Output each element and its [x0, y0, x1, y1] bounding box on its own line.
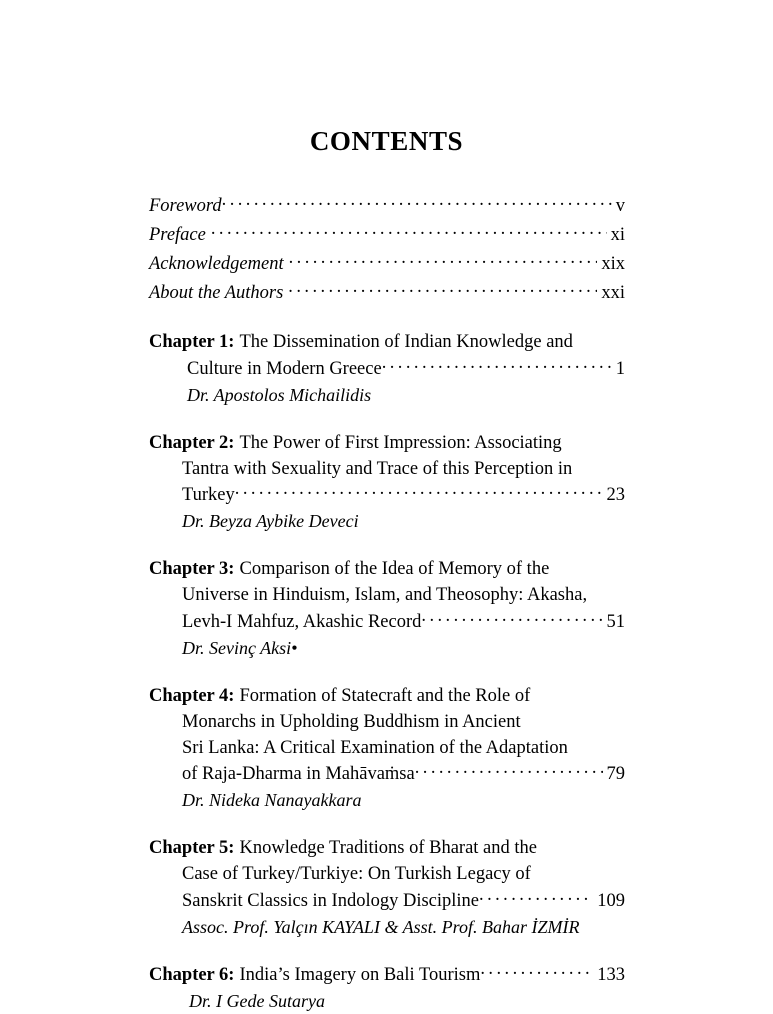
dot-leader — [480, 962, 593, 981]
chapter-title-text: Sanskrit Classics in Indology Discipline — [182, 888, 479, 914]
page-title: CONTENTS — [0, 128, 773, 155]
chapter-title-last-line — [149, 761, 625, 788]
entry-label: Acknowledgement — [149, 250, 284, 279]
entry-label: Foreword — [149, 192, 222, 221]
chapter-title-text: Comparison of the Idea of Memory of the — [239, 556, 549, 582]
chapter-title-first-line — [149, 430, 625, 456]
dot-leader — [421, 608, 602, 627]
chapter-title-last-line — [149, 887, 625, 914]
dot-leader — [415, 761, 603, 780]
chapter-title-last-line — [149, 355, 625, 382]
chapter-title-text: Universe in Hinduism, Islam, and Theosophy: Akasha, — [182, 582, 587, 608]
dot-leader — [382, 355, 612, 374]
chapter-title-first-line — [149, 329, 625, 355]
chapter-title-first-line — [149, 835, 625, 861]
toc-entry-acknowledgement[interactable] — [149, 250, 625, 279]
chapter-author: Dr. I Gede Sutarya — [149, 988, 625, 1014]
chapter-title-text: Formation of Statecraft and the Role of — [239, 683, 530, 709]
chapter-title-line-2 — [149, 456, 625, 482]
toc-entry-chapter-1[interactable] — [149, 329, 625, 408]
chapter-title-line-2 — [149, 709, 625, 735]
entry-page-number: 1 — [612, 356, 625, 382]
chapter-title-line-3 — [149, 735, 625, 761]
chapter-title-text: Culture in Modern Greece — [187, 356, 382, 382]
chapter-title-last-line — [149, 482, 625, 509]
chapter-label: Chapter 4: — [149, 683, 234, 709]
dot-leader — [222, 193, 612, 212]
entry-page-number: xi — [607, 221, 625, 250]
chapter-label: Chapter 6: — [149, 962, 234, 988]
chapter-title-text: India’s Imagery on Bali Tourism — [239, 962, 480, 988]
chapter-title-text: Knowledge Traditions of Bharat and the — [239, 835, 537, 861]
entry-label: About the Authors — [149, 279, 283, 308]
toc-entry-chapter-4[interactable] — [149, 683, 625, 814]
chapter-title-text: The Power of First Impression: Associating — [239, 430, 561, 456]
chapter-author: Dr. Sevinç Aksi• — [149, 635, 625, 661]
entry-page-number: 79 — [603, 761, 626, 787]
chapter-author: Dr. Nideka Nanayakkara — [149, 787, 625, 813]
chapter-title-last-line — [149, 608, 625, 635]
entry-page-number: v — [612, 192, 625, 221]
chapter-label: Chapter 1: — [149, 329, 234, 355]
toc-entry-chapter-5[interactable] — [149, 835, 625, 940]
toc-entry-chapter-6[interactable] — [149, 962, 625, 1014]
chapter-title-text: of Raja-Dharma in Mahāvaṁsa — [182, 761, 415, 787]
entry-page-number: 133 — [593, 962, 625, 988]
chapter-title-last-line — [149, 962, 625, 989]
chapter-title-text: Turkey — [182, 482, 235, 508]
chapter-title-line-2 — [149, 861, 625, 887]
dot-leader — [235, 482, 603, 501]
toc-entry-preface[interactable] — [149, 221, 625, 250]
entry-page-number: 109 — [593, 888, 625, 914]
entry-label: Preface — [149, 221, 206, 250]
entry-page-number: xxi — [597, 279, 625, 308]
toc-entry-chapter-3[interactable] — [149, 556, 625, 661]
chapter-title-first-line — [149, 683, 625, 709]
dot-leader — [288, 280, 597, 299]
chapter-title-first-line — [149, 556, 625, 582]
chapter-title-text: Monarchs in Upholding Buddhism in Ancient — [182, 709, 521, 735]
chapter-title-line-2 — [149, 582, 625, 608]
toc-entry-about-the-authors[interactable] — [149, 279, 625, 308]
dot-leader — [211, 222, 607, 241]
chapter-title-text: Levh-I Mahfuz, Akashic Record — [182, 609, 421, 635]
chapter-author: Assoc. Prof. Yalçın KAYALI & Asst. Prof. Bahar İZMİR — [149, 914, 625, 940]
toc-entries-container — [149, 192, 625, 1014]
chapter-title-text: The Dissemination of Indian Knowledge and — [239, 329, 572, 355]
entry-page-number: 23 — [603, 482, 626, 508]
chapter-author: Dr. Beyza Aybike Deveci — [149, 508, 625, 534]
chapter-author: Dr. Apostolos Michailidis — [149, 382, 625, 408]
chapter-label: Chapter 2: — [149, 430, 234, 456]
toc-entry-foreword[interactable] — [149, 192, 625, 221]
chapter-title-text: Tantra with Sexuality and Trace of this Perception in — [182, 456, 572, 482]
chapter-label: Chapter 5: — [149, 835, 234, 861]
entry-page-number: xix — [597, 250, 625, 279]
chapter-title-text: Case of Turkey/Turkiye: On Turkish Legacy of — [182, 861, 531, 887]
dot-leader — [479, 887, 593, 906]
entry-page-number: 51 — [603, 609, 626, 635]
chapter-label: Chapter 3: — [149, 556, 234, 582]
dot-leader — [289, 251, 598, 270]
toc-entry-chapter-2[interactable] — [149, 430, 625, 535]
chapter-title-text: Sri Lanka: A Critical Examination of the Adaptation — [182, 735, 568, 761]
